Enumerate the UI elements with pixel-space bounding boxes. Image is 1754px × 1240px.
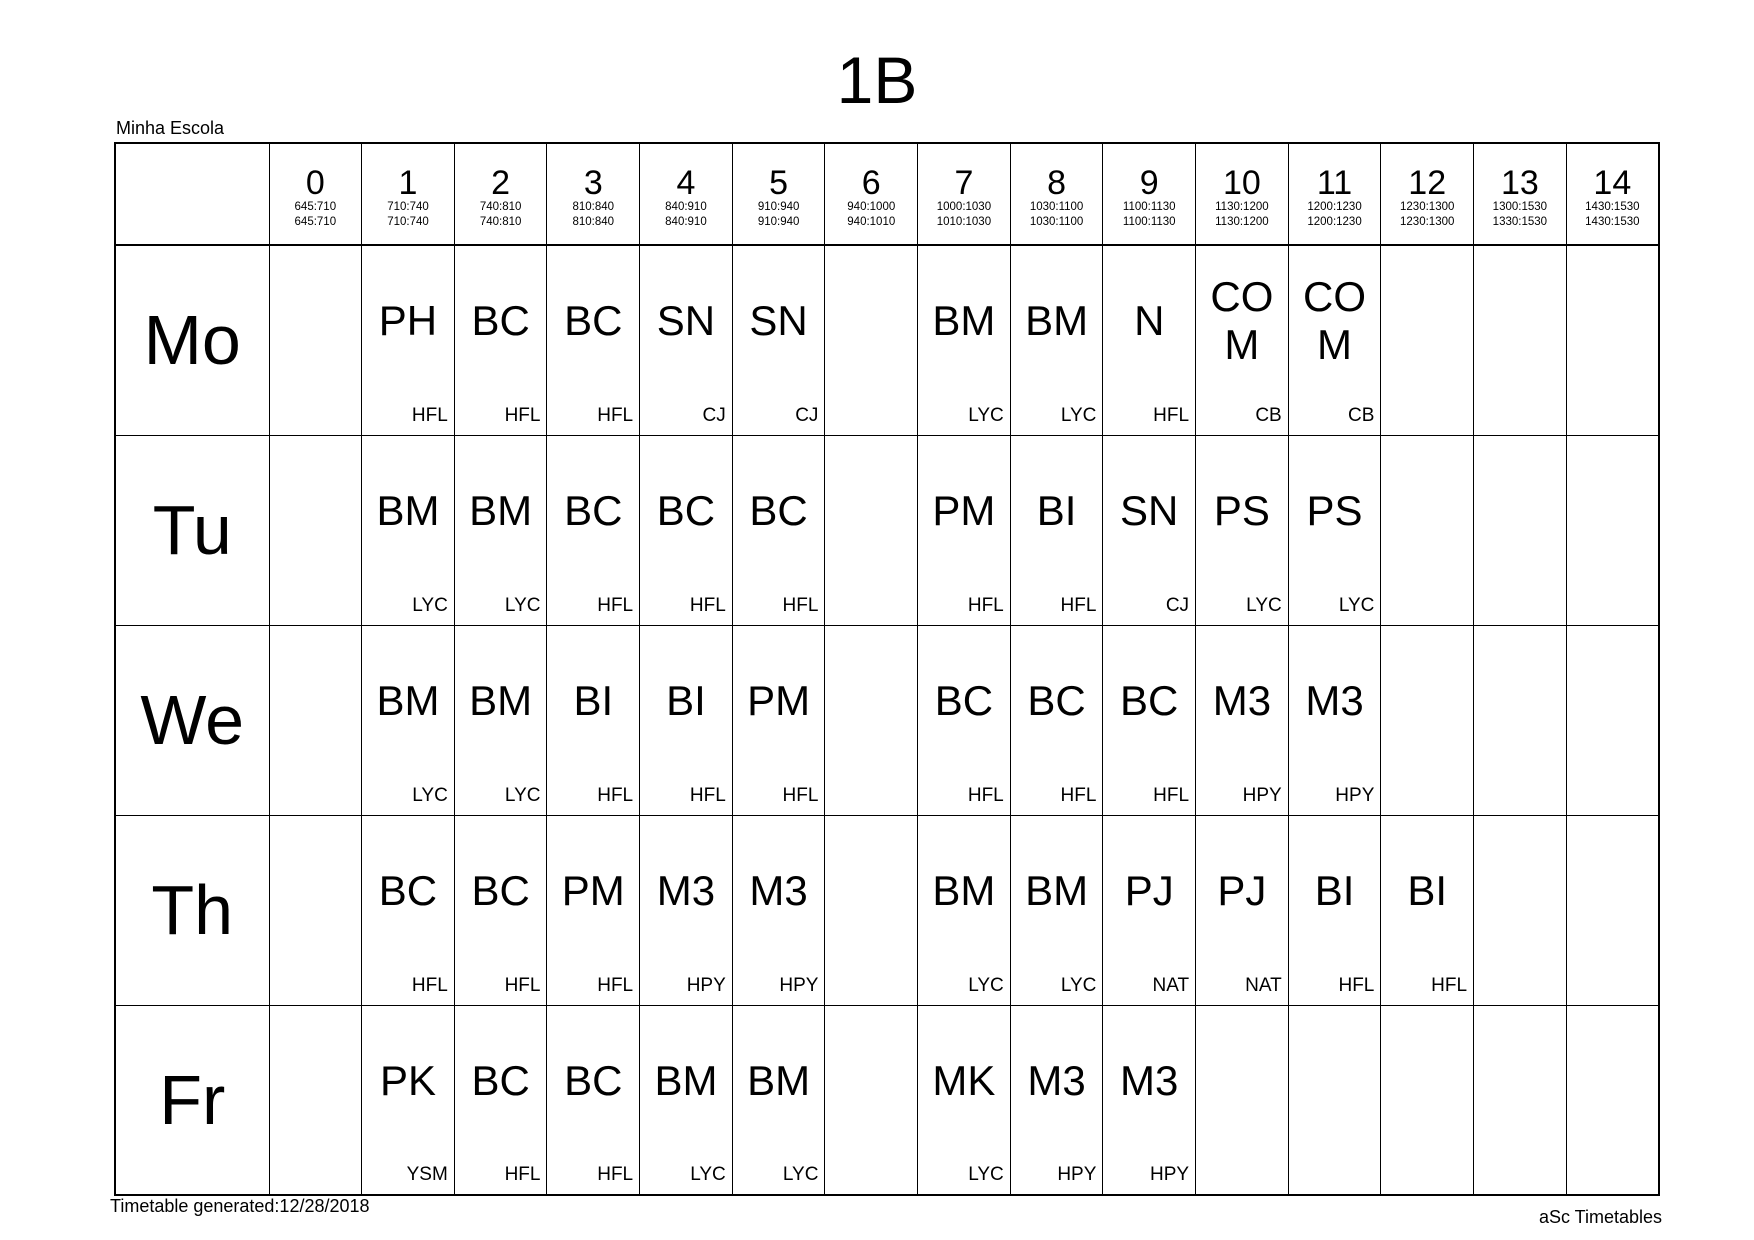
lesson-cell [1566,1005,1659,1195]
lesson-cell [732,435,825,625]
subject-code: M3 [1120,1056,1179,1104]
subject-code [1474,1006,1566,1157]
subject-code: M3 [749,867,808,914]
timetable-title: 1B [836,43,918,117]
teacher-code: LYC [1060,974,1097,996]
day-row [115,245,1659,435]
teacher-code: LYC [1338,594,1375,616]
teacher-code: HFL [597,404,634,426]
period-time-start: 910:940 [757,201,800,213]
lesson-cell [640,245,733,435]
lesson-cell [1103,245,1196,435]
lesson-cell [918,1005,1011,1195]
subject-code: BC [564,297,623,345]
teacher-code: HFL [1060,594,1097,616]
period-time-end: 1200:1230 [1307,216,1362,228]
period-number: 3 [583,164,603,202]
lesson-cell [1381,625,1474,815]
period-time-end: 710:740 [387,216,429,228]
lesson-cell [547,245,640,435]
subject-code [1381,436,1473,587]
period-number: 14 [1593,164,1632,202]
period-time-start: 810:840 [572,201,615,213]
teacher-code: HFL [597,1164,634,1185]
generated-date: Timetable generated:12/28/2018 [110,1196,370,1216]
lesson-cell [1288,625,1381,815]
period-time-start: 1200:1230 [1307,201,1362,213]
subject-code [825,816,917,967]
lesson-cell [1010,815,1103,1005]
subject-code [825,436,917,587]
subject-code: BC [749,487,808,534]
period-number: 4 [676,164,696,202]
subject-code: BM [1025,867,1089,914]
teacher-code: HFL [1431,974,1468,996]
teacher-code: LYC [968,404,1004,426]
teacher-code: HFL [504,404,541,426]
teacher-code: LYC [1060,404,1097,426]
lesson-cell [269,625,362,815]
subject-code [270,816,362,967]
lesson-cell [1103,815,1196,1005]
subject-code: PJ [1217,867,1267,914]
period-number: 11 [1316,164,1353,202]
teacher-code: HFL [689,784,726,806]
period-header-13 [1474,143,1567,245]
lesson-cell [1010,625,1103,815]
subject-code: SN [656,297,716,345]
subject-code: PS [1213,487,1270,534]
subject-code [1196,1006,1288,1157]
subject-code: M3 [1027,1056,1086,1104]
lesson-cell [362,1005,455,1195]
lesson-cell [1381,1005,1474,1195]
subject-code: N [1134,297,1165,345]
period-time-end: 810:840 [572,216,615,228]
teacher-code: HPY [1149,1164,1190,1185]
period-time-start: 645:710 [294,201,337,213]
period-time-start: 1430:1530 [1585,201,1640,213]
subject-code: SN [749,297,808,345]
subject-code [1381,1006,1473,1157]
period-time-start: 840:910 [665,201,707,213]
lesson-cell [547,625,640,815]
subject-code: MK [932,1056,996,1104]
lesson-cell [825,1005,918,1195]
lesson-cell [918,435,1011,625]
period-number: 5 [769,164,789,202]
teacher-code: CB [1255,404,1282,426]
subject-code: SN [1120,487,1179,534]
subject-code: BI [1314,867,1355,914]
subject-code [1567,816,1658,967]
teacher-code: HFL [1338,974,1375,996]
lesson-cell [1381,245,1474,435]
teacher-code: HFL [597,594,634,616]
period-time-end: 645:710 [294,216,337,228]
lesson-cell [1103,1005,1196,1195]
lesson-cell [732,245,825,435]
teacher-code: HFL [967,784,1004,806]
subject-code [825,626,917,777]
teacher-code: HFL [411,974,448,996]
subject-code: BI [1036,487,1077,534]
brand-label: aSc Timetables [1538,1207,1662,1227]
period-time-end: 940:1010 [847,216,896,228]
lesson-cell [1103,625,1196,815]
subject-code: BC [471,1056,530,1104]
lesson-cell [732,625,825,815]
teacher-code: LYC [968,1164,1004,1185]
teacher-code: HFL [597,974,634,996]
period-number: 1 [398,164,418,202]
lesson-cell [1288,435,1381,625]
lesson-cell [454,815,547,1005]
lesson-cell [825,815,918,1005]
lesson-cell [1381,435,1474,625]
period-time-start: 1130:1200 [1215,201,1269,213]
teacher-code: HFL [1153,404,1190,426]
period-header-0 [269,143,362,245]
lesson-cell [269,435,362,625]
lesson-cell [362,435,455,625]
lesson-cell [547,815,640,1005]
lesson-cell [1196,1005,1289,1195]
day-label: Tu [115,435,269,625]
subject-code [1567,436,1658,587]
teacher-code: HPY [1335,784,1375,806]
period-number: 13 [1500,164,1539,202]
period-time-end: 1030:1100 [1029,216,1084,228]
lesson-cell [1474,815,1567,1005]
subject-code: M3 [656,867,716,914]
period-time-start: 1300:1530 [1492,201,1548,213]
period-header-10 [1196,143,1289,245]
lesson-cell [825,625,918,815]
period-time-start: 710:740 [387,201,429,213]
subject-code [825,1006,917,1157]
lesson-cell [640,1005,733,1195]
subject-code: BC [1120,677,1179,724]
lesson-cell [362,625,455,815]
period-header-12 [1381,143,1474,245]
lesson-cell [918,245,1011,435]
period-number: 8 [1047,164,1067,202]
subject-code: M3 [1212,677,1272,724]
teacher-code: HPY [1242,784,1282,806]
subject-code: M3 [1305,677,1364,724]
teacher-code: CJ [795,404,819,426]
subject-code [1474,816,1566,967]
lesson-cell [732,815,825,1005]
period-header-4 [640,143,733,245]
lesson-cell [1566,625,1659,815]
timetable-grid [114,142,1660,1196]
period-header-3 [547,143,640,245]
lesson-cell [1196,245,1289,435]
subject-code: BC [471,297,530,345]
day-label: We [115,625,269,815]
lesson-cell [454,1005,547,1195]
period-number: 6 [861,164,881,202]
lesson-cell [547,435,640,625]
lesson-cell [269,815,362,1005]
lesson-cell [1566,245,1659,435]
lesson-cell [1196,625,1289,815]
lesson-cell [825,245,918,435]
subject-code [1474,436,1566,587]
lesson-cell [732,1005,825,1195]
subject-code: BM [654,1056,718,1104]
subject-code: PJ [1124,867,1174,914]
lesson-cell [918,815,1011,1005]
subject-code: BM [376,677,440,724]
subject-code: BI [1407,867,1448,914]
day-row [115,435,1659,625]
period-time-end: 1010:1030 [936,216,992,228]
lesson-cell [1474,625,1567,815]
subject-code [1474,246,1566,397]
period-time-start: 940:1000 [847,201,896,213]
period-header-11 [1288,143,1381,245]
period-header-9 [1103,143,1196,245]
teacher-code: LYC [412,594,448,616]
teacher-code: YSM [406,1164,448,1185]
teacher-code: HFL [411,404,448,426]
subject-code: PK [379,1056,436,1104]
subject-code [270,626,362,777]
teacher-code: HFL [689,594,726,616]
day-label: Mo [115,245,269,435]
lesson-cell [1474,1005,1567,1195]
teacher-code: HFL [504,974,541,996]
subject-code: BM [932,867,996,914]
subject-code: PH [378,297,438,345]
lesson-cell [547,1005,640,1195]
subject-code [1567,246,1658,397]
subject-code: BC [656,487,716,534]
subject-code: BM [1025,297,1089,345]
teacher-code: CJ [1165,594,1190,616]
period-number: 2 [491,164,511,202]
subject-code: BC [934,677,994,724]
lesson-cell [454,435,547,625]
period-number: 7 [954,164,974,202]
teacher-code: HFL [597,784,634,806]
lesson-cell [269,1005,362,1195]
teacher-code: CJ [702,404,726,426]
lesson-cell [1010,1005,1103,1195]
day-label: Fr [115,1005,269,1195]
teacher-code: NAT [1245,974,1282,996]
subject-code [825,246,917,397]
period-header-8 [1010,143,1103,245]
subject-code: PM [561,867,625,914]
period-time-end: 1430:1530 [1585,216,1640,228]
teacher-code: CB [1347,404,1375,426]
subject-code: BM [469,487,533,534]
teacher-code: LYC [782,1164,819,1185]
day-label: Th [115,815,269,1005]
period-header-2 [454,143,547,245]
subject-code [270,246,362,397]
subject-code: PS [1306,487,1363,534]
subject-code [1474,626,1566,777]
teacher-code: LYC [504,594,541,616]
subject-code: COM [1303,273,1367,369]
lesson-cell [362,245,455,435]
subject-code: BC [378,867,438,914]
corner-cell [115,143,269,245]
period-header-5 [732,143,825,245]
teacher-code: HFL [967,594,1004,616]
lesson-cell [1103,435,1196,625]
lesson-cell [640,625,733,815]
period-time-end: 1330:1530 [1492,216,1548,228]
period-time-start: 1000:1030 [936,201,992,213]
period-time-end: 740:810 [479,216,522,228]
lesson-cell [1381,815,1474,1005]
lesson-cell [1010,245,1103,435]
period-time-end: 840:910 [665,216,707,228]
subject-code [1289,1006,1381,1157]
teacher-code: HFL [782,784,819,806]
subject-code: PM [747,677,811,724]
period-time-end: 910:940 [757,216,800,228]
subject-code: COM [1210,273,1274,369]
teacher-code: HFL [504,1164,541,1185]
teacher-code: LYC [412,784,448,806]
teacher-code: HFL [782,594,819,616]
period-time-start: 1030:1100 [1029,201,1084,213]
lesson-cell [269,245,362,435]
period-time-start: 1100:1130 [1122,201,1176,213]
subject-code [270,436,362,587]
period-number: 12 [1408,164,1447,202]
school-name: Minha Escola [116,118,225,138]
subject-code [270,1006,362,1157]
subject-code: BM [376,487,440,534]
subject-code [1381,246,1473,397]
subject-code: BC [564,487,623,534]
lesson-cell [362,815,455,1005]
subject-code: BM [747,1056,811,1104]
lesson-cell [1196,435,1289,625]
period-time-start: 740:810 [479,201,522,213]
period-header-14 [1566,143,1659,245]
subject-code [1567,626,1658,777]
subject-code: BI [666,677,706,724]
lesson-cell [1288,245,1381,435]
teacher-code: HPY [1057,1164,1097,1185]
day-row [115,1005,1659,1195]
subject-code [1567,1006,1658,1157]
day-row [115,815,1659,1005]
period-number: 10 [1222,164,1261,202]
subject-code: BC [564,1056,623,1104]
subject-code: BM [932,297,996,345]
teacher-code: LYC [504,784,541,806]
teacher-code: LYC [968,974,1004,996]
period-time-start: 1230:1300 [1400,201,1455,213]
period-number: 9 [1139,164,1159,202]
period-time-end: 1100:1130 [1122,216,1176,228]
subject-code: PM [932,487,996,534]
teacher-code: NAT [1152,974,1190,996]
period-header-6 [825,143,918,245]
period-header-row [115,143,1659,245]
teacher-code: HPY [686,974,726,996]
lesson-cell [454,625,547,815]
teacher-code: HPY [779,974,819,996]
lesson-cell [1196,815,1289,1005]
lesson-cell [918,625,1011,815]
period-time-end: 1130:1200 [1215,216,1269,228]
subject-code: BC [471,867,530,914]
teacher-code: HFL [1153,784,1190,806]
teacher-code: LYC [690,1164,726,1185]
subject-code [1381,626,1473,777]
period-number: 0 [305,164,325,202]
lesson-cell [1566,435,1659,625]
lesson-cell [640,815,733,1005]
subject-code: BI [573,677,614,724]
period-header-1 [362,143,455,245]
subject-code: BM [469,677,533,724]
lesson-cell [1288,1005,1381,1195]
lesson-cell [825,435,918,625]
subject-code: BC [1027,677,1086,724]
lesson-cell [1474,435,1567,625]
lesson-cell [1288,815,1381,1005]
lesson-cell [640,435,733,625]
period-header-7 [918,143,1011,245]
lesson-cell [1474,245,1567,435]
day-row [115,625,1659,815]
teacher-code: HFL [1060,784,1097,806]
lesson-cell [454,245,547,435]
lesson-cell [1566,815,1659,1005]
lesson-cell [1010,435,1103,625]
period-time-end: 1230:1300 [1400,216,1455,228]
teacher-code: LYC [1246,594,1282,616]
